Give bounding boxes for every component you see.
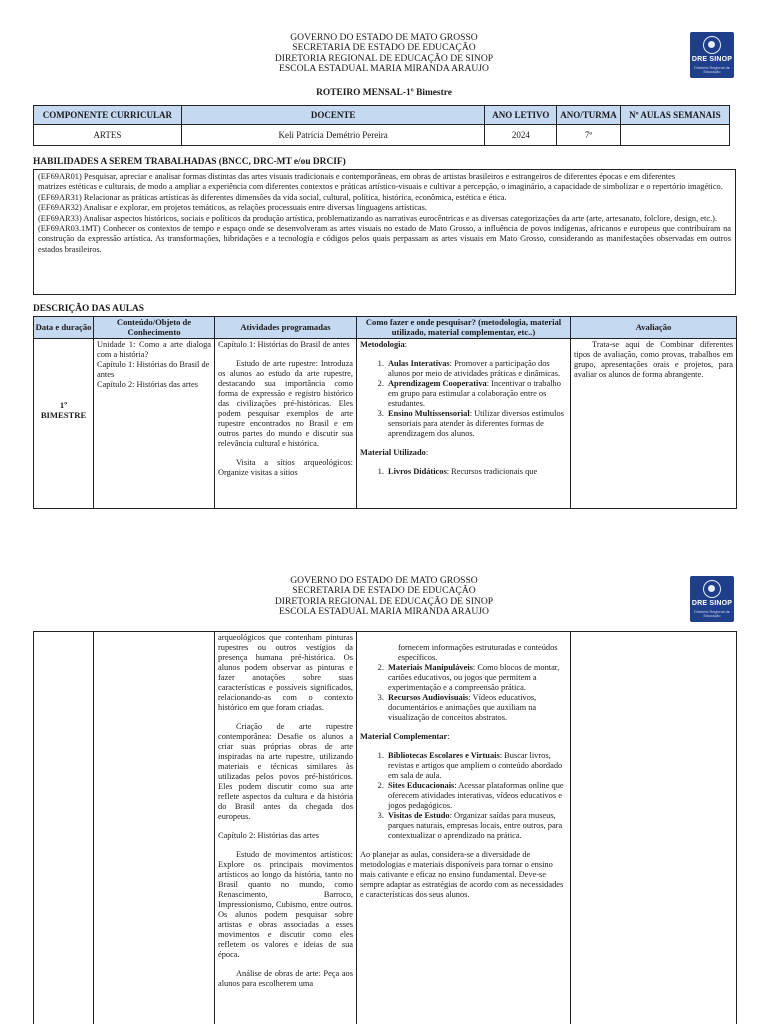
header-line-3: DIRETORIA REGIONAL DE EDUCAÇÃO DE SINOP xyxy=(274,52,494,64)
cell-data xyxy=(34,632,94,1024)
header-line-1: GOVERNO DO ESTADO DE MATO GROSSO xyxy=(290,32,478,43)
header-line-3: DIRETORIA REGIONAL DE EDUCAÇÃO DE SINOP xyxy=(274,595,494,607)
header-ano-turma: ANO/TURMA xyxy=(557,106,621,125)
header-docente: DOCENTE xyxy=(181,106,485,125)
material-label: Material Utilizado xyxy=(360,448,426,457)
header-avaliacao: Avaliação xyxy=(571,317,737,339)
cell-avaliacao xyxy=(571,632,737,1024)
crest-icon xyxy=(703,580,721,598)
logo-text: DRE SINOP xyxy=(691,600,733,607)
value-ano-letivo: 2024 xyxy=(485,125,557,146)
value-aulas-semanais xyxy=(620,125,729,146)
complementar-label: Material Complementar xyxy=(360,732,448,741)
cell-atividades xyxy=(215,339,357,509)
list-item: 2. Materiais Manipuláveis: Como blocos de montar, cartões educativos, ou jogos que permitem a experimentação e a compreensão prática. xyxy=(386,663,567,693)
aulas-table-continued xyxy=(33,631,737,1024)
atividade-visita: Visita a sítios arqueológicos: Organize visitas a sítios xyxy=(218,458,353,477)
atividade-criacao: Criação de arte rupestre contemporânea: Desafie os alunos a criar suas próprias obras de arte inspiradas na arte rupestre, utilizando materiais e técnicas similares às utilizadas pelos povos pré-históricos. Eles podem discutir como sua arte reflete aspectos da cultura e da história do Brasil antes da chegada dos europeus. xyxy=(218,722,353,821)
atividade-visita-cont: arqueológicos que contenham pinturas rupestres ou outros vestígios da presença humana pré-histórica. Os alunos podem observar as pinturas e fazer anotações sobre suas características e possíveis significados, relacionando-as com o contexto histórico em que foram criadas. xyxy=(218,633,353,712)
complementar-list xyxy=(360,751,567,841)
atividade-estudo: Estudo de arte rupestre: Introduza os alunos ao estudo da arte rupestre, destacando sua importância como forma de expressão e registro histórico das civilizações pré-históricas. Eles podem pesquisar exemplos de arte rupestre encontrados no Brasil e em outros partes do mundo e discutir sua relevância cultural e histórica. xyxy=(218,359,353,448)
avaliacao-text: Trata-se aqui de Combinar diferentes tipos de avaliação, como provas, trabalhos em grupo, apresentações orais e projetos, para avaliar os alunos de forma abrangente. xyxy=(574,340,733,379)
descricao-title: DESCRIÇÃO DAS AULAS xyxy=(33,304,144,314)
header-line-4: ESCOLA ESTADUAL MARIA MIRANDA ARAUJO xyxy=(279,606,489,618)
complementar-closing: Ao planejar as aulas, considera-se a diversidade de metodologias e materiais disponíveis para tornar o ensino mais cativante e eficaz no ensino fundamental. Deve-se sempre adaptar as estratégias de acordo com as necessidades e características dos seus alunos. xyxy=(360,850,564,899)
cell-como: fornecem informações estruturadas e conteúdos específicos. 2. Materiais Manipuláveis: Como blocos de montar, cartões educativos, ou jogos que permitem a experimentação e a compreensão prática. 3. Recursos Audiovisuais: Vídeos educativos, documentários e animações que auxiliam na visualização de conceitos abstratos. Material Complementar: 1. Bibliotecas Escolares e Virtuais: Buscar livros, revistas e artigos que ampliem o conteúdo abordado em sala de aula. 2. Sites Educacionais: Acessar plataformas online que oferecem atividades interativas, vídeos educativos e jogos pedagógicos. 3. Visitas de Estudo: Organizar saídas para museus, parques naturais, empresas locais, entre outros, para contextualizar o aprendizado na prática. Ao planejar as aulas, considera-se a diversidade de metodologias e materiais disponíveis para tornar o ensino mais cativante e eficaz no ensino fundamental. Deve-se sempre adaptar as estratégias de acordo com as necessidades e características dos seus alunos. xyxy=(357,632,571,1024)
header-atividades: Atividades programadas xyxy=(215,317,357,339)
habilidade-item: (EF69AR33) Analisar aspectos históricos, sociais e políticos da produção artística, problematizando as narrativas eurocêntricas e as diversas categorizações da arte (arte, artesanato, folclore, design, etc.). xyxy=(38,213,718,223)
atividade-analise: Análise de obras de arte: Peça aos alunos para escolherem uma xyxy=(218,969,353,988)
list-item: 3. Recursos Audiovisuais: Vídeos educativos, documentários e animações que auxiliam na visualização de conceitos abstratos. xyxy=(386,693,567,723)
conteudo-line: Capítulo 1: Histórias do Brasil de antes xyxy=(97,360,210,379)
habilidades-title: HABILIDADES A SEREM TRABALHADAS (BNCC, DRC-MT e/ou DRCIF) xyxy=(33,157,346,167)
list-item: 1. Aulas Interativas: Promover a participação dos alunos por meio de atividades práticas e dinâmicas. xyxy=(386,359,567,379)
page-2 xyxy=(0,568,768,1024)
header-ano-letivo: ANO LETIVO xyxy=(485,106,557,125)
list-item: 2. Sites Educacionais: Acessar plataformas online que oferecem atividades interativas, vídeos educativos e jogos pedagógicos. xyxy=(386,781,567,811)
school-header xyxy=(0,576,768,618)
school-header xyxy=(0,33,768,75)
aulas-table xyxy=(33,316,737,509)
header-conteudo: Conteúdo/Objeto de Conhecimento xyxy=(94,317,215,339)
atividade-cap2: Capítulo 2: Histórias das artes xyxy=(218,831,319,840)
header-aulas-semanais: Nº AULAS SEMANAIS xyxy=(620,106,729,125)
document-title: ROTEIRO MENSAL-1º Bimestre xyxy=(316,88,452,98)
cell-atividades xyxy=(215,632,357,1024)
habilidade-item: (EF69AR01) Pesquisar, apreciar e analisar formas distintas das artes visuais tradicionais e contemporâneas, em obras de artistas brasileiros e estrangeiros de diferentes épocas e em diferentes xyxy=(38,172,676,181)
habilidade-item: (EF69AR32) Analisar e explorar, em projetos temáticos, as relações processuais entre diversas linguagens artísticas. xyxy=(38,203,427,213)
cell-avaliacao xyxy=(571,339,737,509)
value-docente: Keli Patrícia Demétrio Pereira xyxy=(181,125,485,146)
cell-conteudo xyxy=(94,632,215,1024)
header-line-1: GOVERNO DO ESTADO DE MATO GROSSO xyxy=(290,575,478,586)
conteudo-line: Capítulo 2: Histórias das artes xyxy=(97,380,198,389)
material-list xyxy=(360,467,567,477)
header-data: Data e duração xyxy=(34,317,94,339)
value-componente: ARTES xyxy=(34,125,182,146)
list-item: 3. Ensino Multissensorial: Utilizar diversos estímulos sensoriais para atender às diferentes formas de aprendizagem dos alunos. xyxy=(386,409,567,439)
habilidade-item: matrizes estéticas e culturais, de modo a ampliar a experiência com diferentes contextos e práticas artístico-visuais e cultivar a percepção, o imaginário, a capacidade de simbolizar e o repertório imagético. xyxy=(38,182,723,192)
metodologia-list xyxy=(360,359,567,439)
header-line-2: SECRETARIA DE ESTADO DE EDUCAÇÃO xyxy=(292,42,476,54)
dre-sinop-logo xyxy=(690,576,734,622)
header-como: Como fazer e onde pesquisar? (metodologia, material utilizado, material complementar, etc..) xyxy=(357,317,571,339)
cell-data xyxy=(34,339,94,509)
list-item: 2. Aprendizagem Cooperativa: Incentivar o trabalho em grupo para estimular a colaboração entre os estudantes. xyxy=(386,379,567,409)
crest-icon xyxy=(703,36,721,54)
habilidade-item: (EF69AR31) Relacionar as práticas artísticas às diferentes dimensões da vida social, cultural, política, histórica, econômica, estética e ética. xyxy=(38,192,507,202)
logo-subtext: Diretoria Regional de Educação xyxy=(694,66,730,74)
atividade-movimentos: Estudo de movimentos artísticos: Explore os principais movimentos artísticos ao longo da história, tanto no Brasil quanto no mundo, como Renascimento, Barroco, Impressionismo, Cubismo, entre outros. Os alunos podem pesquisar sobre artistas e obras associadas a esses movimentos e discutir como eles refletem os valores e ideias de sua época. xyxy=(218,850,353,959)
header-line-2: SECRETARIA DE ESTADO DE EDUCAÇÃO xyxy=(292,585,476,597)
list-item: 1. Livros Didáticos: Recursos tradicionais que xyxy=(386,467,567,477)
list-item: 3. Visitas de Estudo: Organizar saídas para museus, parques naturais, empresas locais, entre outros, para contextualizar o aprendizado na prática. xyxy=(386,811,567,841)
cell-conteudo xyxy=(94,339,215,509)
page-gap xyxy=(0,540,768,568)
habilidades-box xyxy=(33,169,736,295)
material-list-cont xyxy=(360,663,567,723)
header-line-4: ESCOLA ESTADUAL MARIA MIRANDA ARAUJO xyxy=(279,63,489,75)
metodologia-label: Metodologia xyxy=(360,340,405,349)
atividade-cap1: Capítulo 1: Histórias do Brasil de antes xyxy=(218,340,350,349)
header-componente: COMPONENTE CURRICULAR xyxy=(34,106,182,125)
value-ano-turma: 7º xyxy=(557,125,621,146)
conteudo-line: Unidade 1: Como a arte dialoga com a história? xyxy=(97,340,211,359)
cell-como: Metodologia: 1. Aulas Interativas: Promover a participação dos alunos por meio de atividades práticas e dinâmicas. 2. Aprendizagem Cooperativa: Incentivar o trabalho em grupo para estimular a colaboração entre os estudantes. 3. Ensino Multissensorial: Utilizar diversos estímulos sensoriais para atender às diferentes formas de aprendizagem dos alunos. Material Utilizado: 1. Livros Didáticos: Recursos tradicionais que xyxy=(357,339,571,509)
habilidade-item: (EF69AR03.1MT) Conhecer os contextos de tempo e espaço onde se desenvolveram as artes visuais no estado de Mato Grosso, a influência de povos indígenas, africanos e europeus que contribuíram na construção da expressão artística. As transformações, hibridações e a tecnologia e códigos pelos quais perpassam as artes visuais em Mato Grosso, considerando as manifestações observadas em outros estados brasileiros. xyxy=(38,224,731,254)
list-item: 1. Bibliotecas Escolares e Virtuais: Buscar livros, revistas e artigos que ampliem o conteúdo abordado em sala de aula. xyxy=(386,751,567,781)
material-cont: fornecem informações estruturadas e conteúdos específicos. xyxy=(398,643,558,662)
info-table xyxy=(33,105,730,146)
logo-subtext: Diretoria Regional de Educação xyxy=(694,610,730,618)
logo-text: DRE SINOP xyxy=(691,56,733,63)
bimestre-label: 1º BIMESTRE xyxy=(40,400,87,420)
dre-sinop-logo xyxy=(690,32,734,78)
